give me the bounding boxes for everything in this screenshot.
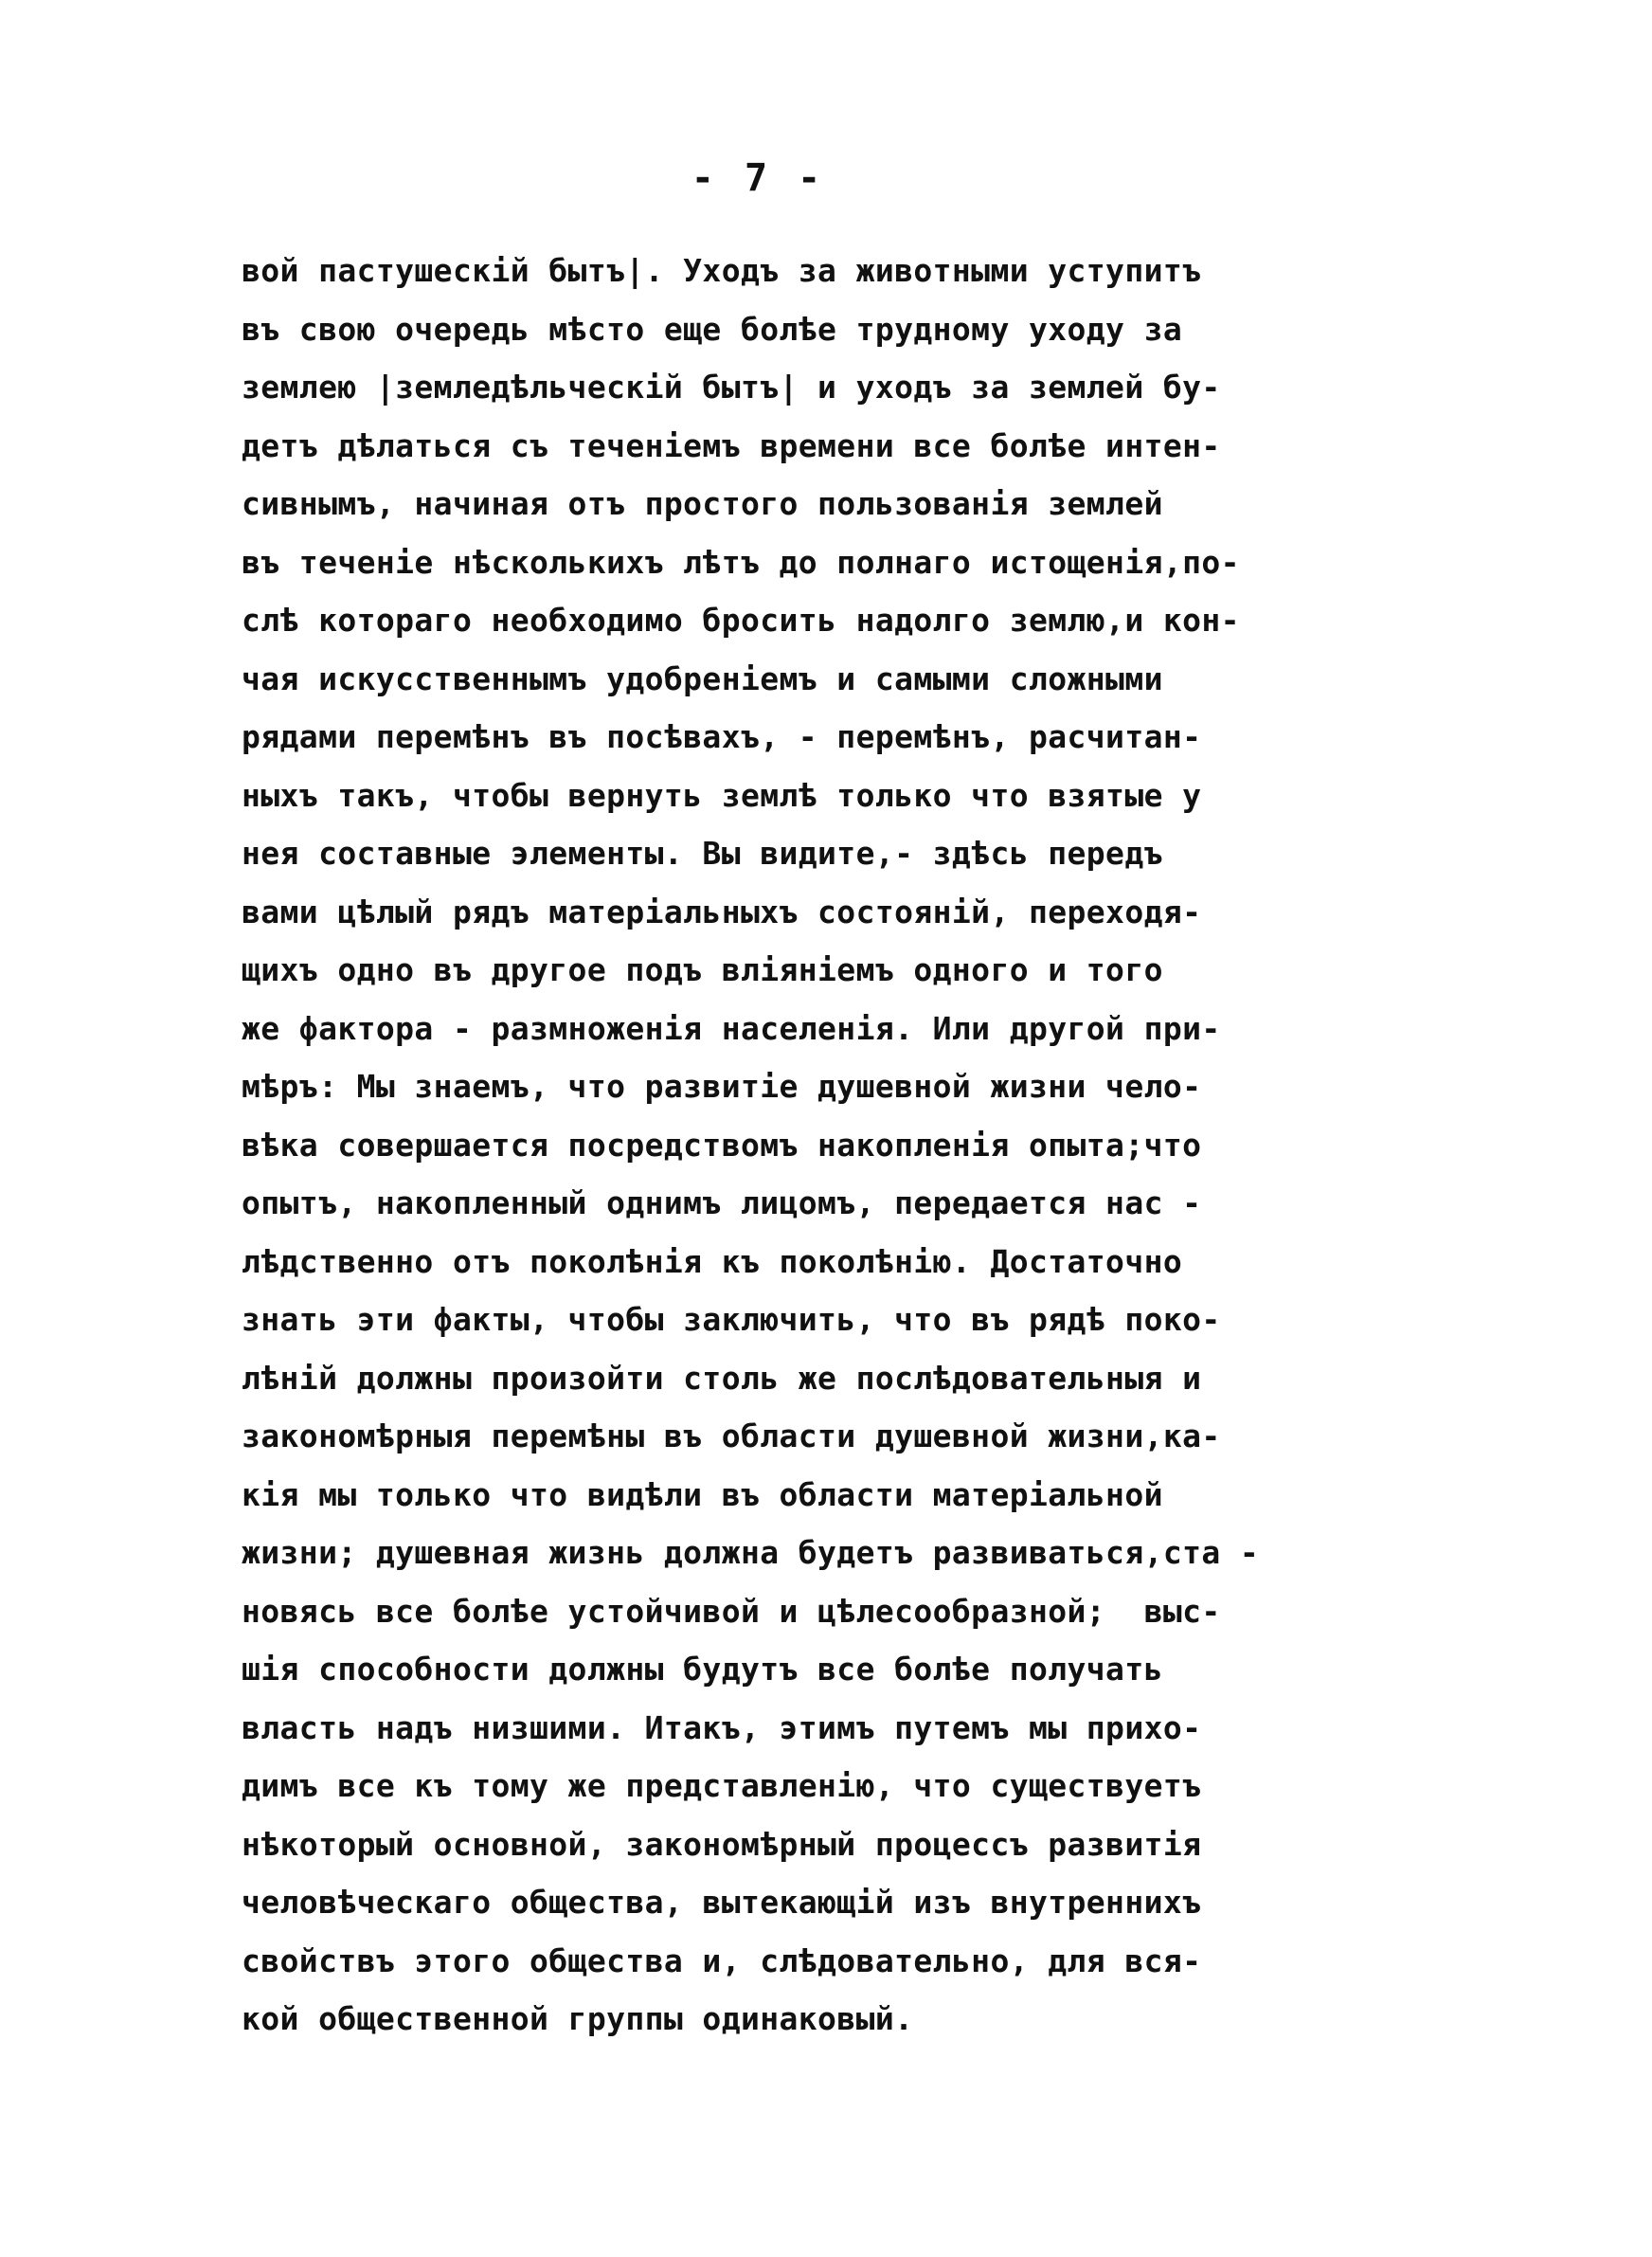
text-line: сивнымъ, начиная отъ простого пользованія землей xyxy=(242,485,1163,522)
text-line: въ свою очередь мѣсто еще болѣе трудному уходу за xyxy=(242,310,1183,348)
text-line: нѣкоторый основной, закономѣрный процессъ развитія xyxy=(242,1825,1202,1863)
text-line: слѣ котораго необходимо бросить надолго землю,и кон- xyxy=(242,602,1240,639)
text-line: опытъ, накопленный однимъ лицомъ, передается нас - xyxy=(242,1184,1202,1221)
text-line: новясь все болѣе устойчивой и цѣлесообразной; выс- xyxy=(242,1592,1221,1630)
text-line: шія способности должны будутъ все болѣе получать xyxy=(242,1651,1163,1688)
text-line: лѣній должны произойти столь же послѣдовательныя и xyxy=(242,1359,1202,1397)
text-line: въ теченіе нѣсколькихъ лѣтъ до полнаго истощенія,по- xyxy=(242,543,1240,581)
text-line: вой пастушескій бытъ|. Уходъ за животными уступитъ xyxy=(242,252,1202,289)
text-line: вѣка совершается посредствомъ накопленія опыта;что xyxy=(242,1126,1202,1164)
page-number: - 7 - xyxy=(691,156,825,200)
text-line: мѣръ: Мы знаемъ, что развитіе душевной жизни чело- xyxy=(242,1068,1202,1105)
text-line: лѣдственно отъ поколѣнія къ поколѣнію. Достаточно xyxy=(242,1242,1183,1280)
text-line: димъ все къ тому же представленію, что существуетъ xyxy=(242,1767,1202,1804)
text-line: кія мы только что видѣли въ области матеріальной xyxy=(242,1475,1163,1513)
text-line: знать эти факты, чтобы заключить, что въ рядѣ поко- xyxy=(242,1301,1221,1338)
text-line: нея составные элементы. Вы видите,- здѣсь передъ xyxy=(242,835,1163,872)
text-line: щихъ одно въ другое подъ вліяніемъ одного и того xyxy=(242,951,1163,988)
text-line: жизни; душевная жизнь должна будетъ развиваться,ста - xyxy=(242,1534,1260,1571)
text-line: рядами перемѣнъ въ посѣвахъ, - перемѣнъ, расчитан- xyxy=(242,718,1202,755)
text-line: детъ дѣлаться съ теченіемъ времени все болѣе интен- xyxy=(242,426,1221,464)
text-line: кой общественной группы одинаковый. xyxy=(242,2000,914,2037)
text-line: закономѣрныя перемѣны въ области душевной жизни,ка- xyxy=(242,1417,1221,1454)
text-line: человѣческаго общества, вытекающій изъ внутреннихъ xyxy=(242,1884,1202,1921)
text-line: свойствъ этого общества и, слѣдовательно, для вся- xyxy=(242,1941,1202,1979)
text-line: землею |земледѣльческій бытъ| и уходъ за землей бу- xyxy=(242,369,1221,406)
text-line: вами цѣлый рядъ матеріальныхъ состояній, переходя- xyxy=(242,893,1202,930)
text-line: ныхъ такъ, чтобы вернуть землѣ только что взятые у xyxy=(242,776,1202,814)
text-line: же фактора - размноженія населенія. Или другой при- xyxy=(242,1009,1221,1047)
text-line: чая искусственнымъ удобреніемъ и самыми сложными xyxy=(242,659,1163,697)
text-line: власть надъ низшими. Итакъ, этимъ путемъ мы прихо- xyxy=(242,1708,1202,1746)
body-text xyxy=(242,242,1359,2049)
